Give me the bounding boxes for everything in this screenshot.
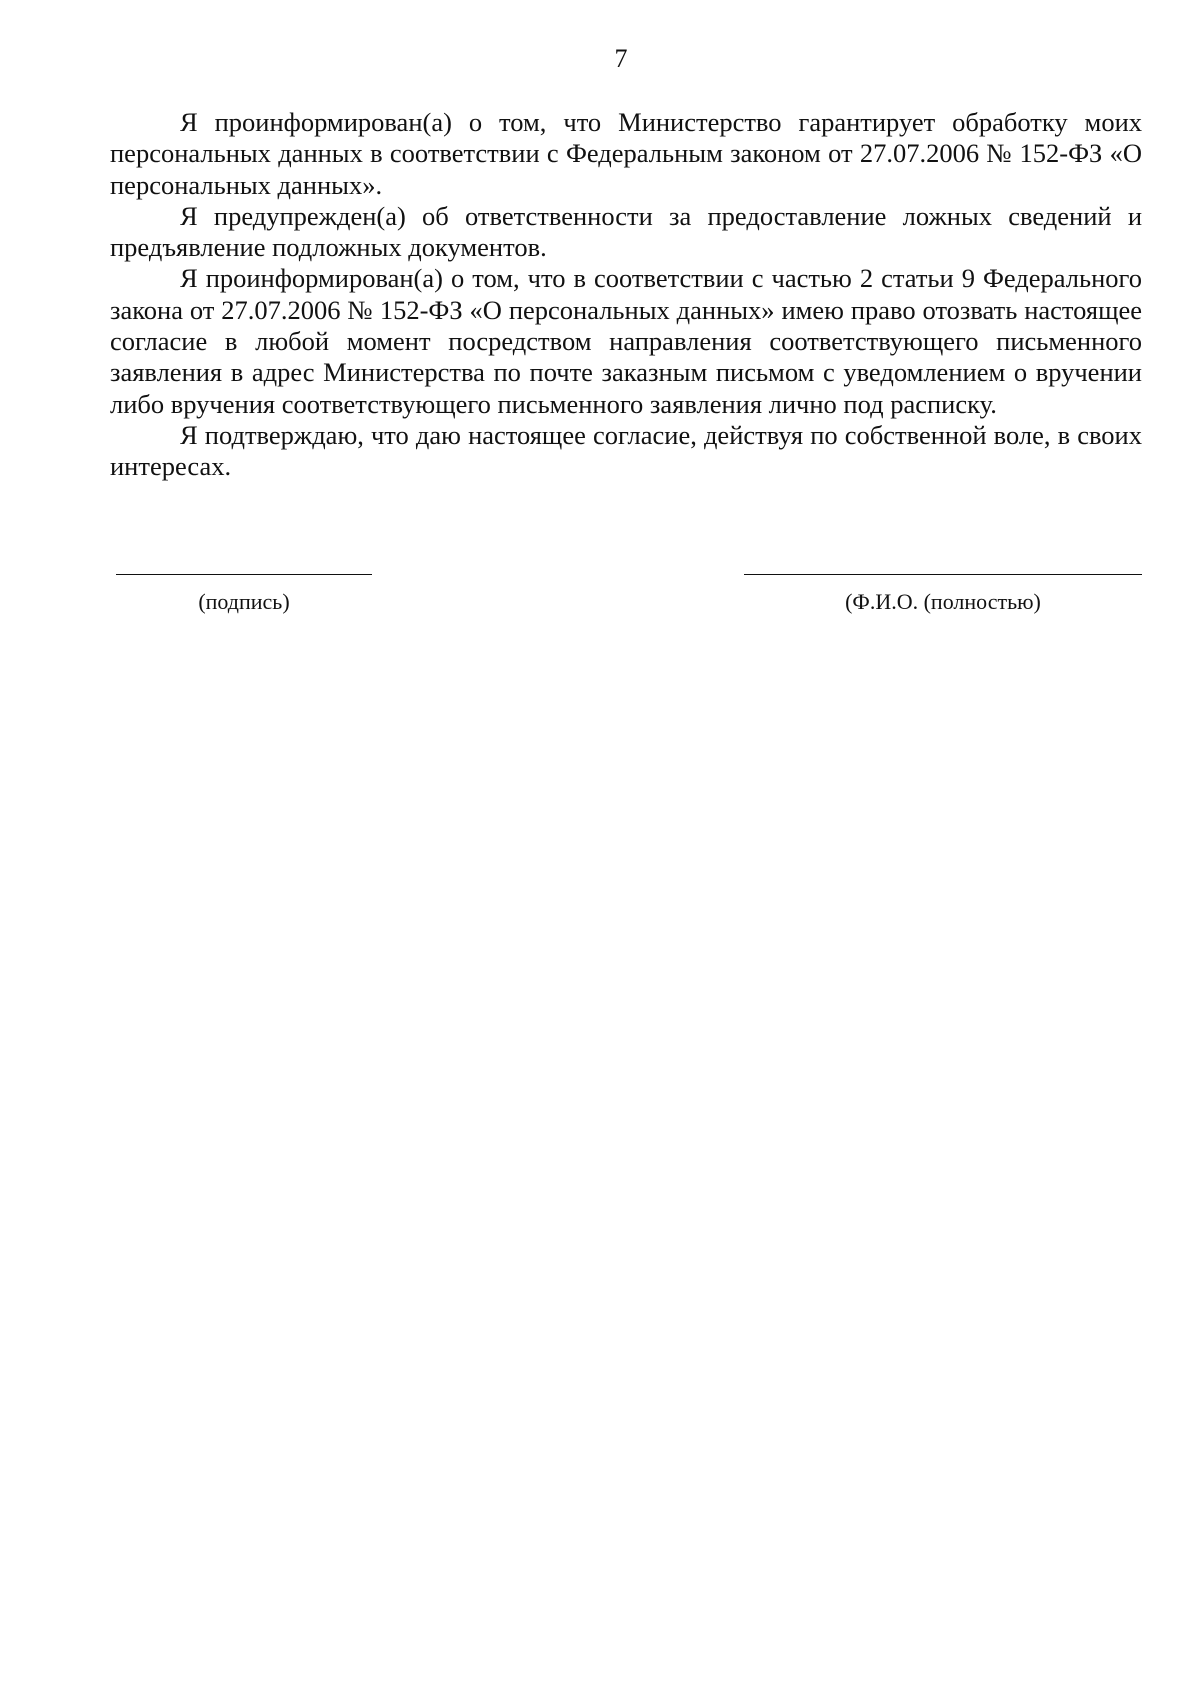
- full-name-block: [744, 574, 1142, 615]
- paragraph-liability-warning: Я предупрежден(а) об ответственности за предоставление ложных сведений и предъявление подложных документов.: [110, 200, 1142, 263]
- signature-section: [0, 574, 1200, 634]
- signature-line[interactable]: [116, 574, 372, 575]
- full-name-line[interactable]: [744, 574, 1142, 575]
- paragraph-consent-withdrawal: Я проинформирован(а) о том, что в соответствии с частью 2 статьи 9 Федерального закона от 27.07.2006 № 152-ФЗ «О персональных данных» имею право отозвать настоящее согласие в любой момент посредством направления соответствующего письменного заявления в адрес Министерства по почте заказным письмом с уведомлением о вручении либо вручения соответствующего письменного заявления лично под расписку.: [110, 263, 1142, 419]
- full-name-caption: (Ф.И.О. (полностью): [845, 589, 1041, 614]
- paragraph-personal-data-processing: Я проинформирован(а) о том, что Министерство гарантирует обработку моих персональных данных в соответствии с Федеральным законом от 27.07.2006 № 152-ФЗ «О персональных данных».: [110, 107, 1142, 200]
- paragraph-voluntary-confirmation: Я подтверждаю, что даю настоящее согласие, действуя по собственной воле, в своих интересах.: [110, 419, 1142, 482]
- signature-block: [116, 574, 372, 615]
- page-number: 7: [614, 44, 628, 73]
- signature-caption: (подпись): [198, 589, 290, 614]
- consent-text: [110, 107, 1142, 483]
